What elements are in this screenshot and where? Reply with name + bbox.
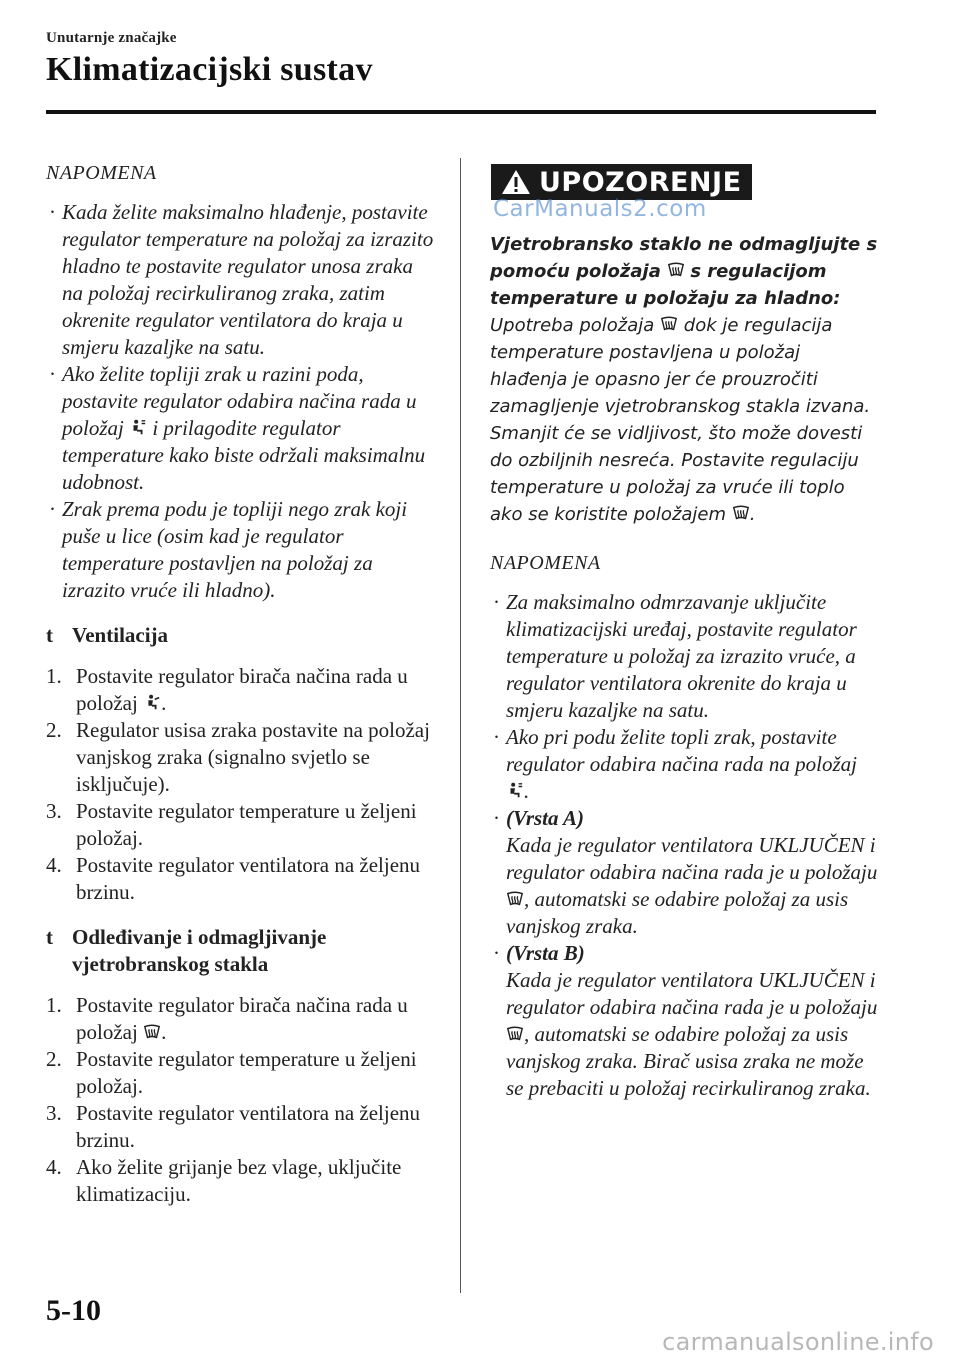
note-bullet: · Kada želite maksimalno hlađenje, postavite regulator temperature na položaj za izrazito hladno te postavite regulator unosa zraka na položaj recirkuliranog zraka, zatim okrenite regulator ventilatora do kraja u smjeru kazaljke na satu.	[49, 200, 434, 359]
windshield-defrost-icon	[506, 1025, 524, 1043]
page-header	[46, 30, 876, 89]
list-item: 1. Postavite regulator birača načina rada u položaj .	[46, 993, 408, 1044]
section-marker: t	[46, 623, 53, 647]
column-divider	[460, 158, 461, 1293]
warning-label: UPOZORENJE	[539, 166, 742, 198]
note-bullet: · Zrak prema podu je topliji nego zrak koji puše u lice (osim kad je regulator temperature postavljen na položaj za izrazito vruće ili hladno).	[49, 497, 408, 602]
note-title: NAPOMENA	[46, 162, 157, 184]
note-bullet: · (Vrsta A) Kada je regulator ventilatora UKLJUČEN i regulator odabira načina rada je u položaju , automatski se odabire položaj za usis vanjskog zraka.	[493, 806, 878, 938]
ventilation-heading: t Ventilacija	[46, 623, 169, 647]
list-item: 2. Postavite regulator temperature u željeni položaj.	[46, 1047, 417, 1098]
carmanuals-watermark: CarManuals2.com	[493, 196, 707, 222]
warning-triangle-icon	[501, 168, 531, 196]
windshield-defrost-icon	[506, 890, 524, 908]
note-bullet: · Ako pri podu želite topli zrak, postavite regulator odabira načina rada na položaj .	[493, 725, 857, 803]
list-item: 3. Postavite regulator ventilatora na željenu brzinu.	[46, 1101, 421, 1152]
list-item: 3. Postavite regulator temperature u željeni položaj.	[46, 799, 417, 850]
note-bullet: · Za maksimalno odmrzavanje uključite klimatizacijski uređaj, postavite regulator temperature u položaj za izrazito vruće, a regulator ventilatora okrenite do kraja u smjeru kazaljke na satu.	[493, 590, 857, 722]
windshield-defrost-icon	[732, 504, 750, 522]
floor-defrost-icon	[506, 782, 524, 800]
list-item: 4. Ako želite grijanje bez vlage, uključite klimatizaciju.	[46, 1155, 402, 1206]
floor-defrost-icon	[129, 419, 147, 437]
warning-text: Vjetrobransko staklo ne odmagljujte s pomoću položaja s regulacijom temperature u položaju za hladno: Upotreba položaja dok je regulacija temperature postavljena u položaj hlađenja je opasno jer će prouzročiti zamagljenje vjetrobranskog stakla izvana. Smanjit će se vidljivost, što može dovesti do ozbiljnih nesreća. Postavite regulaciju temperature u položaj za vruće ili toplo ako se koristite položajem .	[490, 234, 878, 525]
note-bullet: · Ako želite topliji zrak u razini poda, postavite regulator odabira načina rada u položaj i prilagodite regulator temperature kako biste održali maksimalnu udobnost.	[49, 362, 426, 494]
page-number: 5-10	[46, 1294, 101, 1327]
windshield-defrost-icon	[667, 261, 685, 279]
list-item: 2. Regulator usisa zraka postavite na položaj vanjskog zraka (signalno svjetlo se isključuje).	[46, 718, 430, 796]
note-title: NAPOMENA	[490, 552, 601, 574]
windshield-defrost-icon	[143, 1023, 161, 1041]
header-rule	[46, 110, 876, 114]
windshield-defrost-icon	[660, 315, 678, 333]
face-vent-icon	[143, 694, 161, 712]
chapter-title: Klimatizacijski sustav	[46, 51, 373, 88]
list-item: 4. Postavite regulator ventilatora na željenu brzinu.	[46, 853, 421, 904]
section-marker: t	[46, 925, 53, 949]
defrost-heading: t Odleđivanje i odmagljivanje vjetrobranskog stakla	[46, 925, 327, 976]
section-label: Unutarnje značajke	[46, 30, 177, 46]
note-bullet: · (Vrsta B) Kada je regulator ventilatora UKLJUČEN i regulator odabira načina rada je u položaju , automatski se odabire položaj za usis vanjskog zraka. Birač usisa zraka ne može se prebaciti u položaj recirkuliranog zraka.	[493, 941, 878, 1100]
left-column	[46, 160, 436, 1208]
list-item: 1. Postavite regulator birača načina rada u položaj .	[46, 664, 408, 715]
right-column	[490, 160, 880, 1102]
warning-banner	[491, 164, 752, 200]
site-watermark: carmanualsonline.info	[662, 1328, 934, 1356]
